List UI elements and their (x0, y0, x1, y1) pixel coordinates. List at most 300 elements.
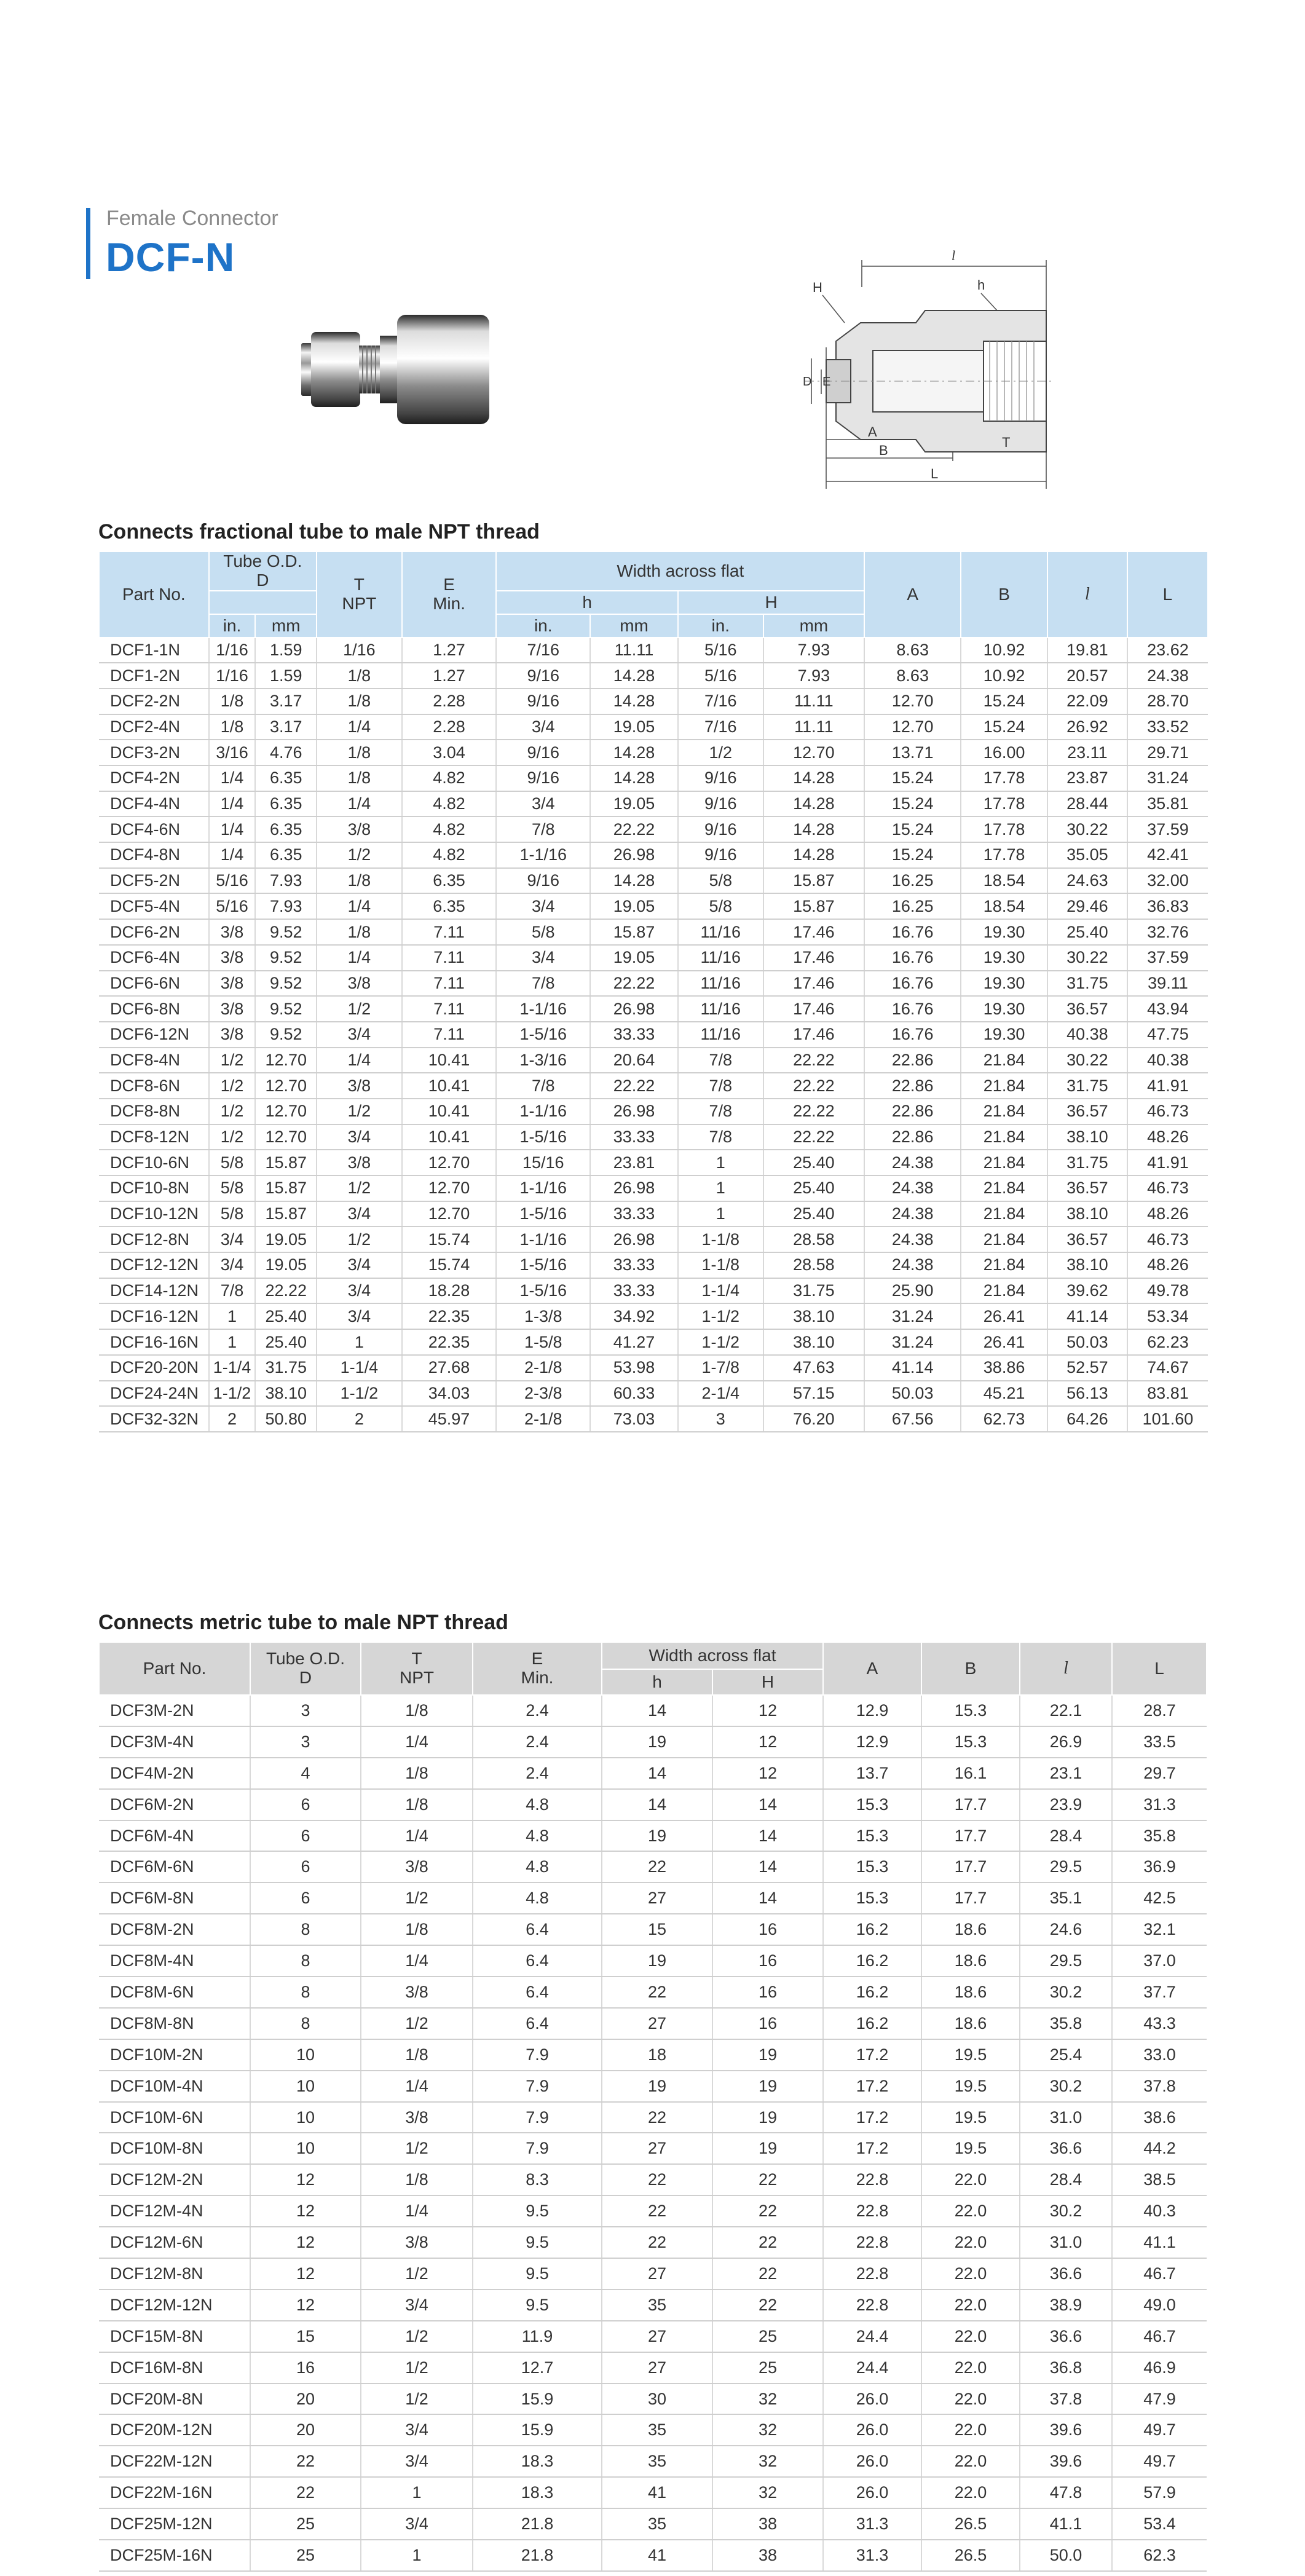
table-cell: 18 (602, 2039, 712, 2071)
table-cell: 1 (678, 1150, 763, 1175)
table-cell: 14.28 (590, 765, 678, 791)
table-cell: 37.59 (1127, 816, 1208, 842)
table-row (99, 2164, 1207, 2195)
table-row (99, 2540, 1207, 2571)
part-number-cell: DCF25M-16N (99, 2540, 250, 2571)
part-number-cell: DCF6-6N (99, 971, 209, 997)
table-cell: 16.25 (864, 868, 961, 894)
table-cell: 1/2 (361, 2352, 473, 2384)
fractional-table-body (99, 638, 1208, 1432)
table-row (99, 765, 1208, 791)
table-cell: 1/2 (317, 996, 402, 1022)
table-cell: 3/4 (209, 1252, 256, 1278)
part-number-cell: DCF6-8N (99, 996, 209, 1022)
table-cell: 24.63 (1047, 868, 1127, 894)
part-number-cell: DCF16-12N (99, 1303, 209, 1329)
table-cell: 17.78 (961, 791, 1047, 817)
table-cell: 19.5 (921, 2039, 1020, 2071)
table-cell: 22.86 (864, 1099, 961, 1124)
table-cell: 6.35 (402, 868, 497, 894)
table-cell: 1-5/16 (496, 1022, 590, 1048)
table-cell: 7/8 (678, 1048, 763, 1073)
table-cell: 24.38 (1127, 663, 1208, 689)
table-cell: 42.5 (1112, 1883, 1207, 1914)
table-cell: 15.74 (402, 1252, 497, 1278)
table-cell: 11/16 (678, 971, 763, 997)
table-cell: 22 (602, 1851, 712, 1883)
table-cell: 15.87 (590, 919, 678, 945)
table-cell: 7.11 (402, 971, 497, 997)
table-cell: 22.0 (921, 2164, 1020, 2195)
col-e-min (402, 551, 497, 638)
table-cell: 22.8 (823, 2164, 921, 2195)
table-cell: 83.81 (1127, 1381, 1208, 1407)
table-cell: 26.98 (590, 1227, 678, 1252)
table-cell: 35 (602, 2290, 712, 2321)
table-cell: 14.28 (763, 842, 865, 868)
table-cell: 12.9 (823, 1695, 921, 1726)
table-cell: 8.3 (473, 2164, 602, 2195)
table-cell: 4.8 (473, 1789, 602, 1820)
table-cell: 24.4 (823, 2352, 921, 2384)
part-number-cell: DCF6-4N (99, 945, 209, 971)
table-cell: 32 (712, 2384, 823, 2415)
table-cell: 15.3 (823, 1789, 921, 1820)
table-cell: 24.38 (864, 1150, 961, 1175)
table-cell: 1 (361, 2477, 473, 2508)
table-cell: 1/2 (361, 1883, 473, 1914)
table-cell: 1-1/4 (317, 1355, 402, 1381)
table-cell: 4.8 (473, 1851, 602, 1883)
table-cell: 19.30 (961, 1022, 1047, 1048)
table-cell: 5/16 (678, 663, 763, 689)
table-cell: 1/8 (361, 1758, 473, 1789)
table-cell: 3/4 (496, 791, 590, 817)
table-cell: 12.70 (255, 1099, 317, 1124)
table-cell: 37.8 (1112, 2071, 1207, 2102)
table-row (99, 791, 1208, 817)
table-row (99, 2133, 1207, 2164)
table-cell: 41 (602, 2540, 712, 2571)
table-cell: 27 (602, 2352, 712, 2384)
table-cell: 35.1 (1020, 1883, 1112, 1914)
table-cell: 1/8 (317, 689, 402, 714)
table-cell: 22.0 (921, 2227, 1020, 2258)
table-cell: 49.7 (1112, 2414, 1207, 2446)
table-cell: 6 (250, 1851, 361, 1883)
table-cell: 15.3 (823, 1851, 921, 1883)
table-cell: 41 (602, 2477, 712, 2508)
table-cell: 16 (712, 1914, 823, 1945)
table-cell: 6.35 (402, 893, 497, 919)
table-cell: 22.86 (864, 1124, 961, 1150)
table-cell: 3/8 (209, 945, 256, 971)
table-cell: 7.93 (763, 638, 865, 663)
table-cell: 15.24 (961, 689, 1047, 714)
table-cell: 6.35 (255, 816, 317, 842)
table-cell: 73.03 (590, 1406, 678, 1432)
table-cell: 39.62 (1047, 1278, 1127, 1304)
table-cell: 22.8 (823, 2227, 921, 2258)
table-cell: 22.0 (921, 2321, 1020, 2352)
table-cell: 10.41 (402, 1048, 497, 1073)
table-cell: 1-1/2 (678, 1329, 763, 1355)
col-npt-label: NPT (342, 593, 377, 613)
dim-label-B: B (879, 443, 888, 458)
table-cell: 21.84 (961, 1099, 1047, 1124)
table-cell: 3 (250, 1726, 361, 1758)
table-cell: 7/16 (678, 689, 763, 714)
table-cell: 25 (250, 2540, 361, 2571)
table-cell: 8.63 (864, 638, 961, 663)
table-cell: 25 (712, 2352, 823, 2384)
table-cell: 43.3 (1112, 2008, 1207, 2039)
table-cell: 1/2 (678, 740, 763, 765)
table-cell: 22 (712, 2195, 823, 2227)
table-cell: 31.75 (763, 1278, 865, 1304)
table-cell: 12.70 (255, 1048, 317, 1073)
table-cell: 9/16 (678, 791, 763, 817)
table-cell: 27 (602, 2133, 712, 2164)
table-cell: 11/16 (678, 1022, 763, 1048)
table-cell: 38 (712, 2508, 823, 2540)
col-t-label: T (353, 575, 365, 594)
table-cell: 25 (250, 2508, 361, 2540)
table-cell: 50.80 (255, 1406, 317, 1432)
table-cell: 15.24 (864, 765, 961, 791)
table-cell: 60.33 (590, 1381, 678, 1407)
table-cell: 6.4 (473, 1977, 602, 2008)
table-row (99, 1883, 1207, 1914)
table-cell: 1/2 (317, 1227, 402, 1252)
table-cell: 13.71 (864, 740, 961, 765)
table-row (99, 945, 1208, 971)
table-cell: 1/8 (209, 689, 256, 714)
table-cell: 31.75 (1047, 971, 1127, 997)
table-cell: 36.57 (1047, 996, 1127, 1022)
col-l-big: L (1127, 551, 1208, 638)
table-cell: 10 (250, 2071, 361, 2102)
table-cell: 1/4 (361, 2195, 473, 2227)
table-cell: 1-3/16 (496, 1048, 590, 1073)
table-cell: 31.75 (1047, 1073, 1127, 1099)
table-cell: 1-1/2 (678, 1303, 763, 1329)
table-cell: 15.24 (961, 714, 1047, 740)
table-cell: 15.87 (255, 1175, 317, 1201)
table-cell: 22.22 (763, 1124, 865, 1150)
table-cell: 7.93 (255, 893, 317, 919)
part-number-cell: DCF12-8N (99, 1227, 209, 1252)
col-tube-od (209, 551, 317, 591)
table-cell: 22.8 (823, 2290, 921, 2321)
table-cell: 1/4 (361, 2071, 473, 2102)
table-cell: 50.03 (864, 1381, 961, 1407)
table-cell: 30.22 (1047, 816, 1127, 842)
metric-col-tube-od-d: D (299, 1668, 312, 1687)
table-cell: 1.27 (402, 663, 497, 689)
table-cell: 7/16 (678, 714, 763, 740)
table-row (99, 2039, 1207, 2071)
table-cell: 14 (712, 1789, 823, 1820)
table-cell: 3.17 (255, 689, 317, 714)
table-cell: 9.52 (255, 971, 317, 997)
table-cell: 26.98 (590, 996, 678, 1022)
table-cell: 16.1 (921, 1758, 1020, 1789)
table-row (99, 816, 1208, 842)
table-cell: 19.81 (1047, 638, 1127, 663)
table-cell: 3/4 (361, 2414, 473, 2446)
table-cell: 35.8 (1020, 2008, 1112, 2039)
table-cell: 3/4 (209, 1227, 256, 1252)
metric-col-e-min (473, 1642, 602, 1695)
table-cell: 49.0 (1112, 2290, 1207, 2321)
table-cell: 3/8 (317, 816, 402, 842)
table-row (99, 714, 1208, 740)
table-cell: 12.7 (473, 2352, 602, 2384)
part-number-cell: DCF4-8N (99, 842, 209, 868)
fractional-spec-table (98, 551, 1208, 1432)
table-cell: 3/4 (361, 2446, 473, 2477)
table-cell: 38.5 (1112, 2164, 1207, 2195)
part-number-cell: DCF10M-2N (99, 2039, 250, 2071)
table-cell: 64.26 (1047, 1406, 1127, 1432)
table-cell: 24.38 (864, 1175, 961, 1201)
table-cell: 47.63 (763, 1355, 865, 1381)
table-cell: 7/8 (496, 1073, 590, 1099)
table-cell: 1/4 (361, 1726, 473, 1758)
part-number-cell: DCF5-2N (99, 868, 209, 894)
col-h-mm: mm (590, 614, 678, 638)
table-cell: 1 (678, 1175, 763, 1201)
table-cell: 41.14 (1047, 1303, 1127, 1329)
table-cell: 48.26 (1127, 1201, 1208, 1227)
table-cell: 19.5 (921, 2102, 1020, 2133)
table-cell: 31.0 (1020, 2102, 1112, 2133)
table-cell: 5/16 (209, 868, 256, 894)
table-cell: 7.9 (473, 2102, 602, 2133)
table-cell: 46.7 (1112, 2258, 1207, 2290)
table-cell: 22.09 (1047, 689, 1127, 714)
part-number-cell: DCF8-8N (99, 1099, 209, 1124)
table-cell: 36.6 (1020, 2321, 1112, 2352)
table-cell: 2.4 (473, 1726, 602, 1758)
table-cell: 19 (712, 2102, 823, 2133)
table-cell: 5/16 (209, 893, 256, 919)
metric-col-part-no: Part No. (99, 1642, 250, 1695)
table-cell: 9/16 (496, 740, 590, 765)
table-cell: 35 (602, 2414, 712, 2446)
table-cell: 30.2 (1020, 2195, 1112, 2227)
table-cell: 47.75 (1127, 1022, 1208, 1048)
table-cell: 21.84 (961, 1278, 1047, 1304)
table-cell: 46.73 (1127, 1227, 1208, 1252)
part-number-cell: DCF4-6N (99, 816, 209, 842)
table-cell: 12 (250, 2227, 361, 2258)
table-row (99, 638, 1208, 663)
table-cell: 7/8 (209, 1278, 256, 1304)
table-cell: 45.21 (961, 1381, 1047, 1407)
table-cell: 17.7 (921, 1851, 1020, 1883)
metric-col-b: B (921, 1642, 1020, 1695)
table-cell: 2 (209, 1406, 256, 1432)
table-cell: 1 (361, 2540, 473, 2571)
table-cell: 76.20 (763, 1406, 865, 1432)
table-row (99, 893, 1208, 919)
table-cell: 1.59 (255, 663, 317, 689)
table-cell: 26.98 (590, 1099, 678, 1124)
table-cell: 26.98 (590, 842, 678, 868)
table-cell: 8.63 (864, 663, 961, 689)
table-cell: 22 (602, 1977, 712, 2008)
table-cell: 37.59 (1127, 945, 1208, 971)
table-cell: 23.62 (1127, 638, 1208, 663)
table-cell: 9/16 (496, 765, 590, 791)
metric-col-t-label: T (411, 1649, 422, 1669)
table-cell: 21.84 (961, 1048, 1047, 1073)
table-cell: 6.4 (473, 1914, 602, 1945)
part-number-cell: DCF16-16N (99, 1329, 209, 1355)
table-cell: 9.52 (255, 945, 317, 971)
table-cell: 1/8 (317, 868, 402, 894)
table-cell: 7.93 (255, 868, 317, 894)
table-cell: 1-5/16 (496, 1278, 590, 1304)
table-cell: 41.27 (590, 1329, 678, 1355)
table-cell: 1/8 (361, 1695, 473, 1726)
table-cell: 25 (712, 2321, 823, 2352)
table-cell: 22 (712, 2290, 823, 2321)
table-cell: 19.30 (961, 971, 1047, 997)
table-cell: 33.33 (590, 1022, 678, 1048)
part-number-cell: DCF8-6N (99, 1073, 209, 1099)
table-cell: 31.3 (1112, 1789, 1207, 1820)
table-cell: 12.70 (864, 689, 961, 714)
table-cell: 2.4 (473, 1758, 602, 1789)
table-cell: 20 (250, 2414, 361, 2446)
table-cell: 38.10 (1047, 1252, 1127, 1278)
table-cell: 3/4 (317, 1278, 402, 1304)
part-number-cell: DCF3M-2N (99, 1695, 250, 1726)
table-row (99, 1406, 1208, 1432)
table-cell: 12.70 (763, 740, 865, 765)
table-cell: 37.0 (1112, 1945, 1207, 1977)
table-row (99, 1022, 1208, 1048)
table-cell: 33.33 (590, 1124, 678, 1150)
table-cell: 36.57 (1047, 1099, 1127, 1124)
table-cell: 25.40 (763, 1175, 865, 1201)
table-row (99, 1381, 1208, 1407)
table-row (99, 663, 1208, 689)
table-cell: 23.81 (590, 1150, 678, 1175)
part-number-cell: DCF22M-16N (99, 2477, 250, 2508)
table-cell: 9/16 (496, 868, 590, 894)
table-cell: 24.6 (1020, 1914, 1112, 1945)
table-cell: 22.0 (921, 2195, 1020, 2227)
table-cell: 38.86 (961, 1355, 1047, 1381)
table-cell: 15.9 (473, 2384, 602, 2415)
table-row (99, 1227, 1208, 1252)
table-cell: 18.6 (921, 1914, 1020, 1945)
table-cell: 25.40 (763, 1150, 865, 1175)
table-cell: 62.23 (1127, 1329, 1208, 1355)
table-cell: 27 (602, 1883, 712, 1914)
table-cell: 10.41 (402, 1124, 497, 1150)
table-cell: 17.2 (823, 2071, 921, 2102)
table-cell: 15.3 (823, 1820, 921, 1852)
table-cell: 15 (250, 2321, 361, 2352)
table-cell: 62.3 (1112, 2540, 1207, 2571)
table-cell: 22.22 (763, 1073, 865, 1099)
table-row (99, 2508, 1207, 2540)
table-cell: 12.70 (402, 1150, 497, 1175)
table-cell: 6.35 (255, 765, 317, 791)
table-cell: 12 (250, 2290, 361, 2321)
table-cell: 22.0 (921, 2477, 1020, 2508)
table-cell: 33.33 (590, 1278, 678, 1304)
table-cell: 16.00 (961, 740, 1047, 765)
table-cell: 46.73 (1127, 1099, 1208, 1124)
table-cell: 26.5 (921, 2508, 1020, 2540)
table-row (99, 1977, 1207, 2008)
table-row (99, 2477, 1207, 2508)
table-cell: 1-1/2 (317, 1381, 402, 1407)
table-cell: 18.6 (921, 2008, 1020, 2039)
table-cell: 1-1/8 (678, 1227, 763, 1252)
table-cell: 10.92 (961, 663, 1047, 689)
table-cell: 1-1/16 (496, 996, 590, 1022)
table-cell: 4.82 (402, 842, 497, 868)
table-cell: 5/8 (209, 1150, 256, 1175)
table-cell: 26.0 (823, 2384, 921, 2415)
table-cell: 12 (712, 1726, 823, 1758)
table-cell: 44.2 (1112, 2133, 1207, 2164)
metric-col-l-small: l (1020, 1642, 1112, 1695)
table-cell: 11.9 (473, 2321, 602, 2352)
table-cell: 7.9 (473, 2039, 602, 2071)
table-cell: 1/4 (209, 765, 256, 791)
table-cell: 15.3 (921, 1726, 1020, 1758)
metric-col-h-big: H (712, 1669, 823, 1695)
table-cell: 25.40 (763, 1201, 865, 1227)
table-cell: 1/2 (361, 2133, 473, 2164)
table-cell: 14 (712, 1883, 823, 1914)
part-number-cell: DCF20M-8N (99, 2384, 250, 2415)
table-cell: 14.28 (590, 740, 678, 765)
table-cell: 1-3/8 (496, 1303, 590, 1329)
table-cell: 22 (250, 2477, 361, 2508)
table-cell: 24.38 (864, 1227, 961, 1252)
part-number-cell: DCF20-20N (99, 1355, 209, 1381)
col-width-across-flat: Width across flat (496, 551, 864, 591)
table-cell: 33.33 (590, 1201, 678, 1227)
title-accent-bar (86, 208, 90, 279)
part-number-cell: DCF10-12N (99, 1201, 209, 1227)
table-cell: 38.9 (1020, 2290, 1112, 2321)
part-number-cell: DCF12M-2N (99, 2164, 250, 2195)
table-cell: 2-1/8 (496, 1406, 590, 1432)
col-tube-mm: mm (255, 614, 317, 638)
table-cell: 16 (712, 2008, 823, 2039)
table-row (99, 1329, 1208, 1355)
table-cell: 14 (602, 1695, 712, 1726)
table-cell: 36.57 (1047, 1175, 1127, 1201)
table-cell: 5/8 (209, 1175, 256, 1201)
table-cell: 12 (712, 1758, 823, 1789)
table-cell: 6.35 (255, 791, 317, 817)
table-cell: 1/8 (361, 1914, 473, 1945)
table-cell: 35 (602, 2508, 712, 2540)
dim-label-h: h (977, 277, 985, 293)
part-number-cell: DCF10-8N (99, 1175, 209, 1201)
